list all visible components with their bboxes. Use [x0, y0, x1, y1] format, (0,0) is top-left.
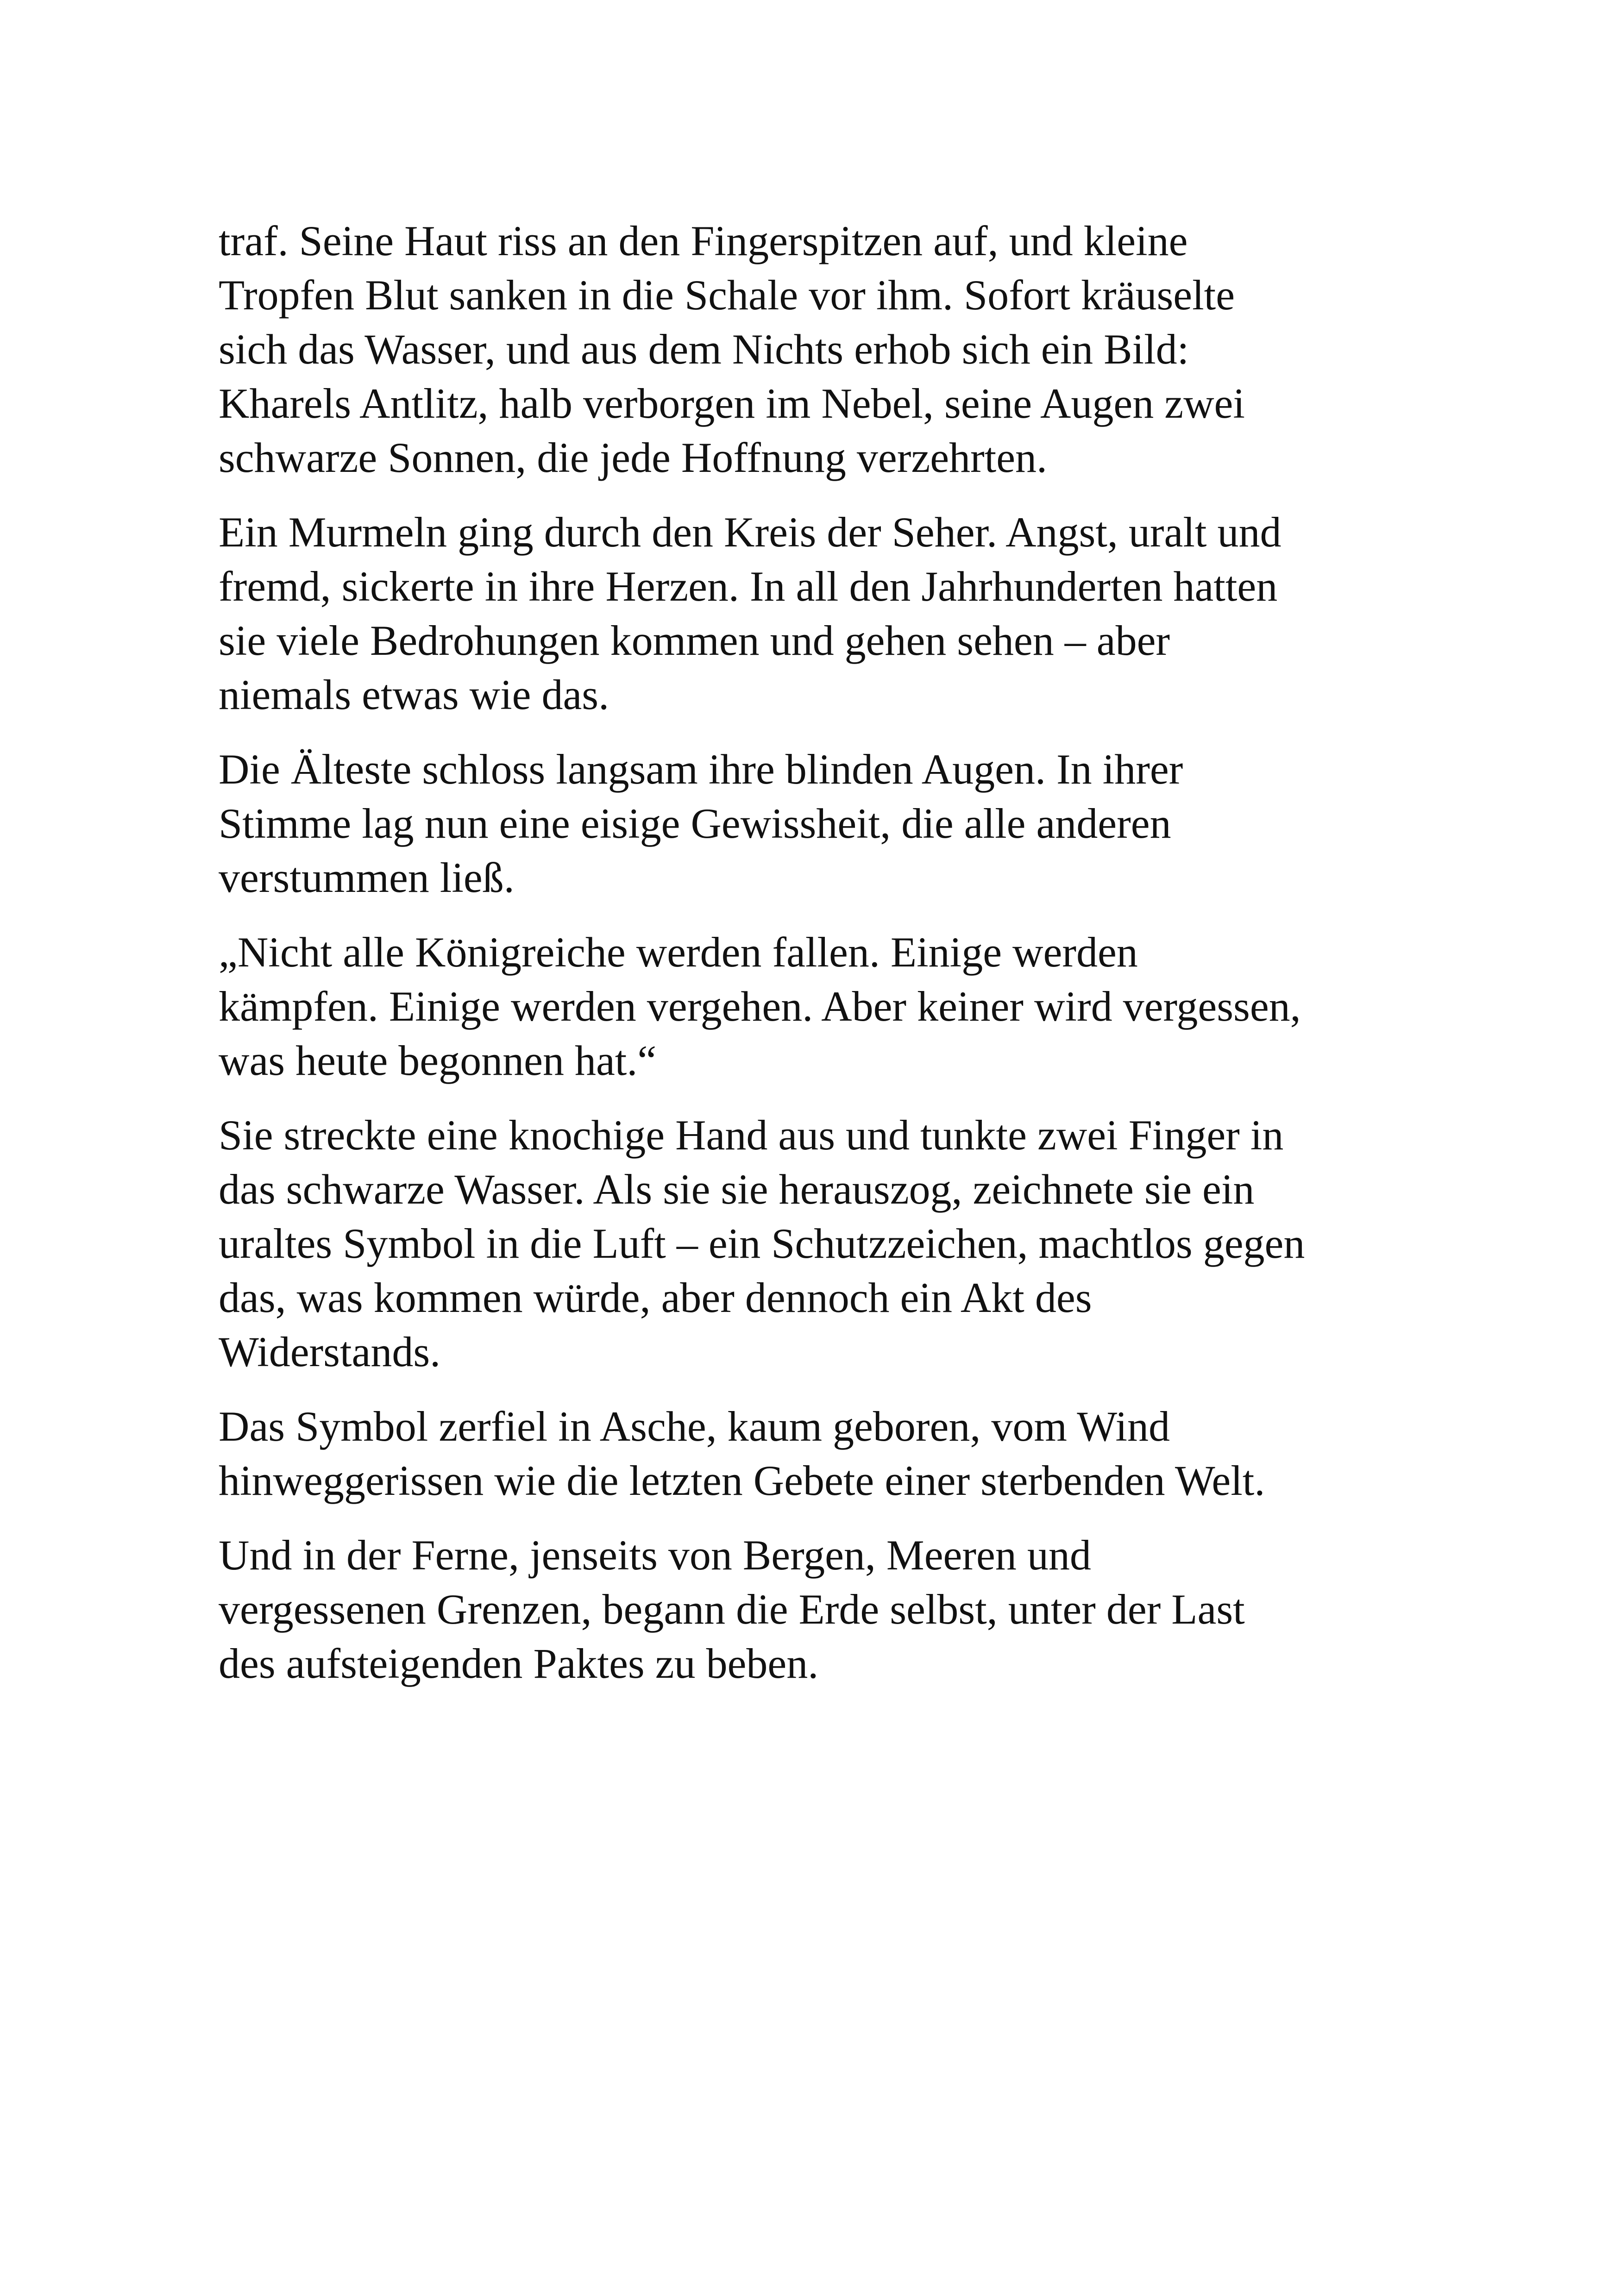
text-line: des aufsteigenden Paktes zu beben. [219, 1640, 819, 1687]
text-line: Widerstands. [219, 1328, 441, 1375]
text-line: uraltes Symbol in die Luft – ein Schutzzeichen, machtlos gegen [219, 1220, 1305, 1267]
text-line: das schwarze Wasser. Als sie sie herauszog, zeichnete sie ein [219, 1166, 1255, 1213]
text-line: sich das Wasser, und aus dem Nichts erhob sich ein Bild: [219, 326, 1189, 373]
text-line: fremd, sickerte in ihre Herzen. In all den Jahrhunderten hatten [219, 563, 1278, 610]
text-line: vergessenen Grenzen, begann die Erde selbst, unter der Last [219, 1586, 1245, 1633]
paragraph [219, 1399, 1432, 1508]
paragraph [219, 925, 1432, 1088]
text-line: Und in der Ferne, jenseits von Bergen, Meeren und [219, 1531, 1091, 1579]
text-line: Tropfen Blut sanken in die Schale vor ihm. Sofort kräuselte [219, 271, 1235, 319]
text-line: hinweggerissen wie die letzten Gebete einer sterbenden Welt. [219, 1457, 1265, 1504]
paragraph [219, 1528, 1432, 1691]
paragraph [219, 742, 1432, 905]
text-line: traf. Seine Haut riss an den Fingerspitzen auf, und kleine [219, 217, 1188, 264]
text-line: Ein Murmeln ging durch den Kreis der Seher. Angst, uralt und [219, 508, 1282, 556]
text-line: Das Symbol zerfiel in Asche, kaum geboren, vom Wind [219, 1403, 1170, 1450]
text-line: niemals etwas wie das. [219, 671, 609, 718]
text-line: schwarze Sonnen, die jede Hoffnung verzehrten. [219, 434, 1048, 481]
text-line: verstummen ließ. [219, 854, 515, 901]
text-line: Stimme lag nun eine eisige Gewissheit, die alle anderen [219, 800, 1171, 847]
body-text [219, 214, 1432, 1711]
text-line: Die Älteste schloss langsam ihre blinden Augen. In ihrer [219, 746, 1183, 793]
paragraph [219, 214, 1432, 485]
text-line: sie viele Bedrohungen kommen und gehen sehen – aber [219, 617, 1170, 664]
text-line: Kharels Antlitz, halb verborgen im Nebel, seine Augen zwei [219, 380, 1245, 427]
text-line: Sie streckte eine knochige Hand aus und tunkte zwei Finger in [219, 1111, 1284, 1159]
text-line: das, was kommen würde, aber dennoch ein Akt des [219, 1274, 1092, 1321]
text-line: was heute begonnen hat.“ [219, 1037, 657, 1084]
text-line: „Nicht alle Königreiche werden fallen. Einige werden [219, 928, 1138, 976]
text-line: kämpfen. Einige werden vergehen. Aber keiner wird vergessen, [219, 983, 1301, 1030]
paragraph [219, 505, 1432, 722]
paragraph [219, 1108, 1432, 1379]
